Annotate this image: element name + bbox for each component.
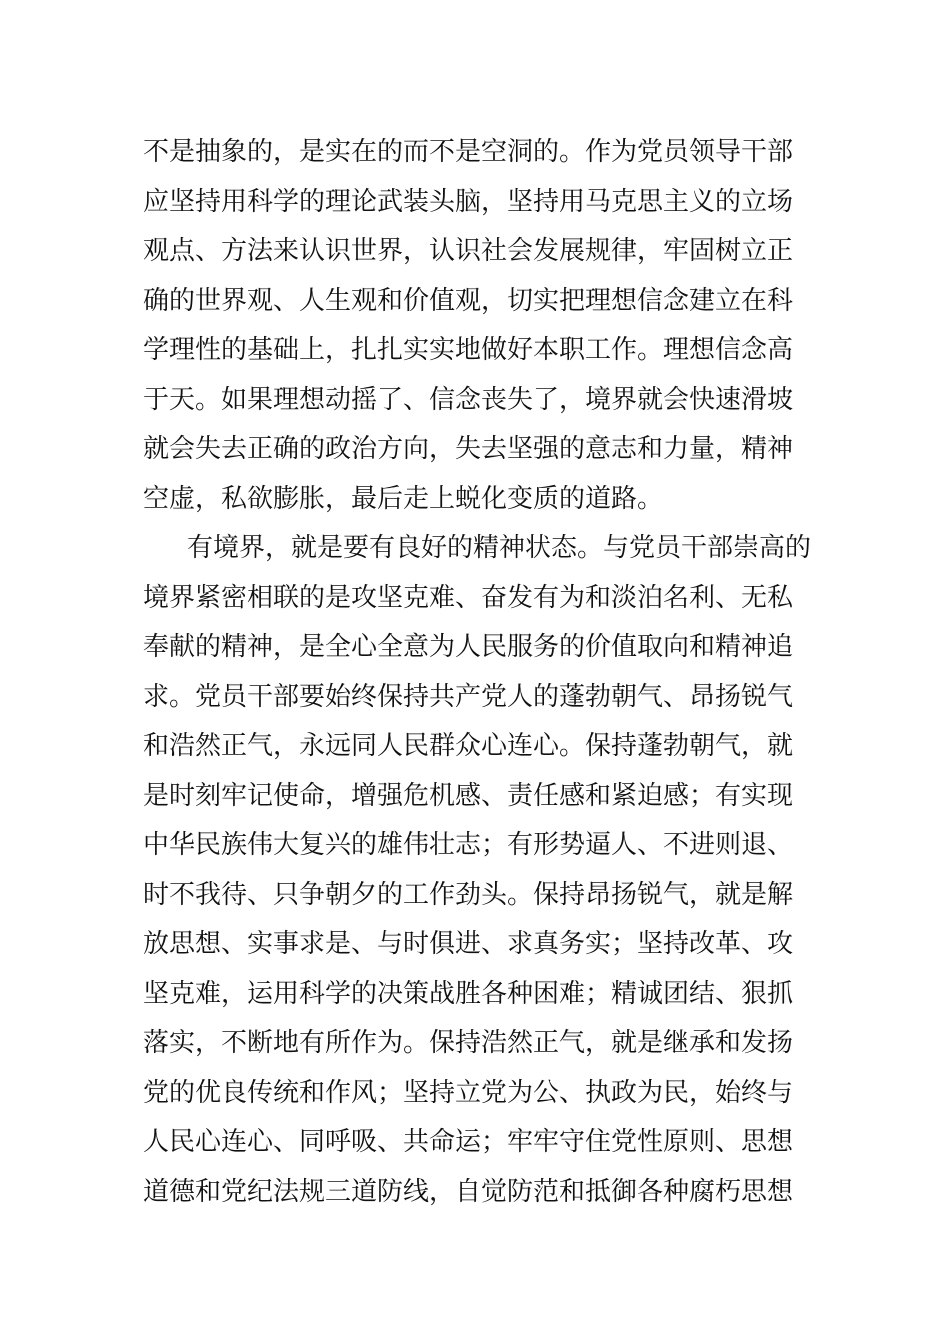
text-line: 境界紧密相联的是攻坚克难、奋发有为和淡泊名利、无私 (143, 582, 794, 613)
text-line: 党的优良传统和作风；坚持立党为公、执政为民，始终与 (143, 1077, 794, 1108)
text-line: 空虚，私欲膨胀，最后走上蜕化变质的道路。 (143, 483, 664, 514)
text-line: 就会失去正确的政治方向，失去坚强的意志和力量，精神 (143, 434, 794, 464)
text-line: 道德和党纪法规三道防线，自觉防范和抵御各种腐朽思想 (143, 1176, 794, 1207)
text-line: 人民心连心、同呼吸、共命运；牢牢守住党性原则、思想 (143, 1127, 794, 1157)
text-line: 确的世界观、人生观和价值观，切实把理想信念建立在科 (143, 285, 794, 316)
text-line: 中华民族伟大复兴的雄伟壮志；有形势逼人、不进则退、 (143, 830, 794, 860)
text-line: 于天。如果理想动摇了、信念丧失了，境界就会快速滑坡 (143, 384, 794, 415)
text-line: 观点、方法来认识世界，认识社会发展规律，牢固树立正 (143, 236, 794, 266)
text-line: 奉献的精神，是全心全意为人民服务的价值取向和精神追 (143, 632, 794, 662)
text-line: 求。党员干部要始终保持共产党人的蓬勃朝气、昂扬锐气 (143, 681, 794, 712)
text-line: 学理性的基础上，扎扎实实地做好本职工作。理想信念高 (143, 335, 794, 365)
text-line: 是时刻牢记使命，增强危机感、责任感和紧迫感；有实现 (143, 780, 794, 811)
text-line: 放思想、实事求是、与时俱进、求真务实；坚持改革、攻 (143, 929, 794, 959)
text-line: 坚克难，运用科学的决策战胜各种困难；精诚团结、狠抓 (143, 978, 794, 1009)
text-line: 不是抽象的，是实在的而不是空洞的。作为党员领导干部 (143, 137, 794, 167)
text-line: 应坚持用科学的理论武装头脑，坚持用马克思主义的立场 (143, 186, 794, 217)
text-line: 落实，不断地有所作为。保持浩然正气，就是继承和发扬 (143, 1028, 794, 1058)
text-line: 时不我待、只争朝夕的工作劲头。保持昂扬锐气，就是解 (143, 879, 794, 910)
text-line: 和浩然正气，永远同人民群众心连心。保持蓬勃朝气，就 (143, 731, 794, 761)
body-text (143, 128, 813, 1217)
paragraph-start-line: 有境界，就是要有良好的精神状态。与党员干部崇高的 (187, 533, 812, 563)
